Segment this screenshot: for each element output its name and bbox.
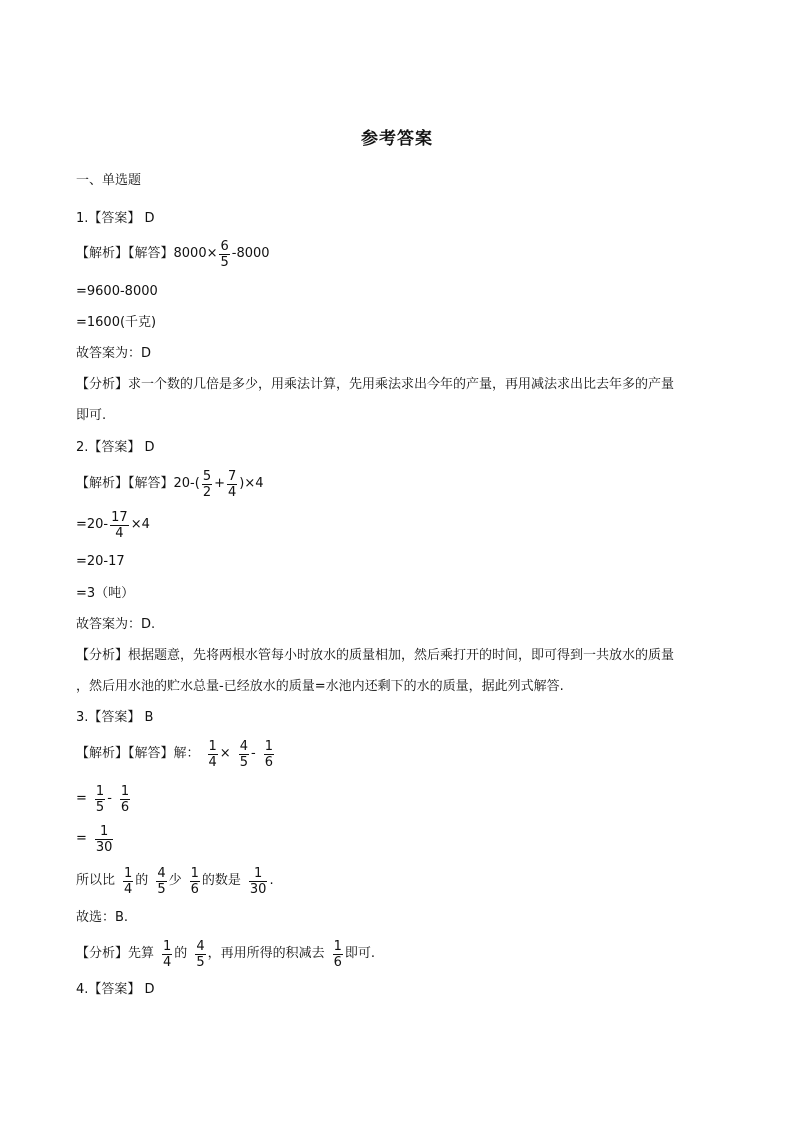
q3-step1-minus: -: [107, 791, 112, 806]
q3-minus: -: [250, 746, 256, 761]
frac-den: 6: [190, 881, 199, 897]
frac-num: 4: [239, 738, 248, 754]
q4-answer: 4.【答案】 D: [76, 982, 155, 997]
q3-so-fraction-4: [249, 867, 268, 896]
frac-num: 6: [220, 238, 229, 254]
frac-den: 6: [333, 954, 342, 970]
q1-final: 故答案为：D: [76, 346, 152, 361]
frac-num: 1: [95, 783, 105, 799]
q1-fraction: [219, 240, 229, 269]
q2-fraction-b: [227, 470, 237, 499]
frac-den: 5: [157, 881, 166, 897]
q3-so-fraction-2: [156, 867, 166, 896]
q1-step1: =9600-8000: [76, 284, 158, 299]
q2-jiexi: [76, 468, 264, 500]
q2-analysis-line1: 【分析】根据题意，先将两根水管每小时放水的质量相加，然后乘打开的时间，即可得到一共放水的质量: [76, 648, 675, 663]
q2-step1-fraction: [110, 511, 129, 540]
q3-final: 故选：B.: [76, 910, 129, 925]
q2-step3: =3（吨）: [76, 586, 135, 601]
q3-conclusion: [76, 865, 274, 897]
q3-an-3: ，再用所得的积减去: [207, 946, 325, 961]
q3-so-fraction-3: [190, 867, 200, 896]
q2-step2: =20-17: [76, 554, 125, 569]
q2-step1-pre: =20-: [76, 517, 109, 532]
frac-num: 17: [111, 509, 128, 525]
section-heading: 一、单选题: [76, 173, 142, 188]
q3-step2-fraction: [95, 825, 114, 854]
q2-final: 故答案为：D.: [76, 617, 156, 632]
frac-num: 1: [208, 738, 217, 754]
q3-an-2: 的: [174, 946, 188, 961]
q3-an-fraction-1: [162, 940, 172, 969]
frac-den: 5: [239, 754, 248, 770]
frac-den: 2: [202, 484, 212, 500]
frac-num: 1: [163, 938, 172, 954]
frac-num: 5: [202, 468, 212, 484]
frac-num: 1: [124, 865, 133, 881]
q3-so-3: 少: [168, 873, 182, 888]
q3-step2-pre: =: [76, 831, 87, 846]
q3-fraction-1: [208, 740, 218, 769]
frac-den: 4: [163, 954, 172, 970]
frac-den: 30: [249, 881, 267, 897]
q3-step1: [76, 783, 132, 815]
frac-num: 1: [264, 738, 273, 754]
q3-times: ×: [219, 746, 231, 761]
frac-num: 1: [100, 823, 109, 839]
frac-den: 4: [115, 525, 124, 541]
q1-step2: =1600(千克): [76, 315, 157, 330]
q3-so-fraction-1: [123, 867, 133, 896]
frac-den: 4: [208, 754, 217, 770]
q1-answer: 1.【答案】 D: [76, 211, 155, 226]
frac-num: 4: [157, 865, 166, 881]
frac-num: 1: [120, 783, 130, 799]
q3-so-4: 的数是: [201, 873, 241, 888]
q1-jiexi-post: -8000: [231, 246, 270, 261]
frac-num: 1: [254, 865, 263, 881]
frac-num: 7: [228, 468, 237, 484]
frac-num: 1: [190, 865, 199, 881]
q2-fraction-a: [202, 470, 212, 499]
q3-fraction-3: [264, 740, 274, 769]
page-title: 参考答案: [361, 129, 433, 149]
q2-analysis-line2: ，然后用水池的贮水总量-已经放水的质量=水池内还剩下的水的质量，据此列式解答.: [76, 679, 564, 694]
frac-den: 4: [124, 881, 133, 897]
q3-so-1: 所以比: [76, 873, 116, 888]
q1-jiexi: [76, 238, 270, 270]
q3-analysis: [76, 938, 376, 970]
q2-step1: [76, 509, 150, 541]
q2-jiexi-post: )×4: [239, 476, 264, 491]
frac-num: 1: [333, 938, 342, 954]
q3-jiexi-pre: 【解析】【解答】解：: [76, 746, 200, 761]
q3-an-4: 即可.: [344, 946, 376, 961]
q1-jiexi-pre: 【解析】【解答】8000×: [76, 246, 218, 261]
q3-jiexi: [76, 738, 276, 770]
q3-so-5: .: [269, 873, 274, 888]
frac-num: 4: [196, 938, 205, 954]
frac-den: 30: [95, 839, 113, 855]
q3-step1-fraction-b: [120, 785, 130, 814]
q1-analysis-line1: 【分析】求一个数的几倍是多少，用乘法计算，先用乘法求出今年的产量，再用减法求出比去年多的产量: [76, 377, 675, 392]
frac-den: 5: [95, 799, 105, 815]
q3-an-fraction-2: [195, 940, 205, 969]
q3-so-2: 的: [135, 873, 149, 888]
q3-step2: [76, 823, 115, 855]
q3-step1-fraction-a: [95, 785, 105, 814]
q3-an-fraction-3: [333, 940, 343, 969]
q3-fraction-2: [239, 740, 249, 769]
q2-answer: 2.【答案】 D: [76, 440, 155, 455]
frac-den: 5: [196, 954, 205, 970]
frac-den: 6: [120, 799, 130, 815]
frac-den: 5: [220, 254, 229, 270]
frac-den: 6: [264, 754, 273, 770]
q2-plus: +: [214, 476, 225, 491]
q3-answer: 3.【答案】 B: [76, 710, 154, 725]
q3-an-1: 【分析】先算: [76, 946, 155, 961]
frac-den: 4: [228, 484, 237, 500]
q3-step1-pre: =: [76, 791, 87, 806]
q2-step1-post: ×4: [130, 517, 150, 532]
q1-analysis-line2: 即可.: [76, 408, 107, 423]
q2-jiexi-pre: 【解析】【解答】20-(: [76, 476, 200, 491]
